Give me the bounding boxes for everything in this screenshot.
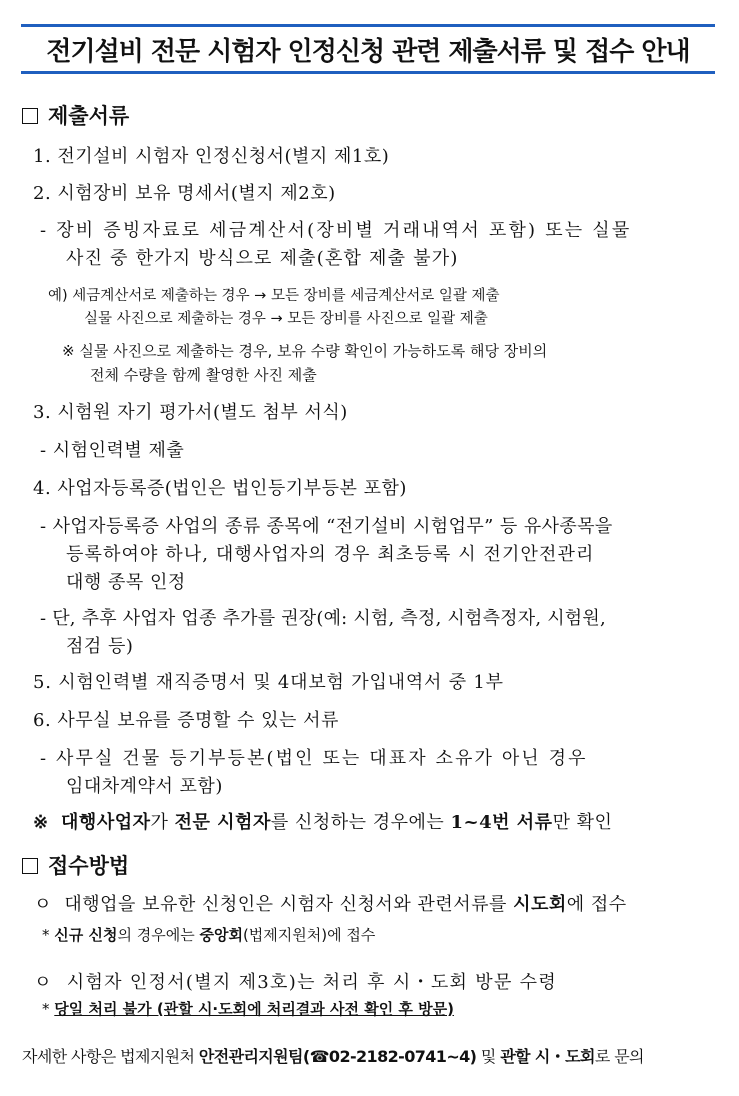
agency-note-bold-tester: 전문 시험자 (174, 812, 271, 833)
doc-item-6-sub-line2: 임대차계약서 포함) (66, 776, 223, 797)
page-title: 전기설비 전문 시험자 인정신청 관련 제출서류 및 접수 안내 (46, 36, 690, 67)
doc-item-6-sub-line1: - 사무실 건물 등기부등본(법인 또는 대표자 소유가 아닌 경우 (40, 748, 588, 769)
agency-note-bold-docs: 1~4번 서류 (450, 812, 553, 833)
photo-note-line1: ※ 실물 사진으로 제출하는 경우, 보유 수량 확인이 가능하도록 해당 장비의 (62, 342, 548, 360)
example-line1: 예) 세금계산서로 제출하는 경우 → 모든 장비를 세금계산서로 일괄 제출 (48, 288, 500, 304)
page-title-box (21, 24, 715, 74)
doc-item-3: 3. 시험원 자기 평가서(별도 첨부 서식) (33, 402, 348, 423)
doc-item-4: 4. 사업자등록증(법인은 법인등기부등본 포함) (33, 478, 407, 499)
submission-point-1-note: * 신규 신청의 경우에는 중앙회(법제지원처)에 접수 (42, 926, 376, 944)
doc-item-4-sub1-line1: - 사업자등록증 사업의 종류 종목에 “전기설비 시험업무” 등 유사종목을 (40, 516, 613, 537)
doc-item-4-sub2-line2: 점검 등) (66, 636, 134, 657)
contact-footer: 자세한 사항은 법제지원처 안전관리지원팀(☎02-2182-0741~4) 및 관할 시・도회로 문의 (22, 1047, 644, 1066)
doc-item-2: 2. 시험장비 보유 명세서(별지 제2호) (33, 183, 336, 204)
section-heading-documents: 제출서류 (22, 100, 129, 130)
contact-team: 안전관리지원팀(☎02-2182-0741~4) (198, 1047, 477, 1066)
doc-item-4-sub2-line1: - 단, 추후 사업자 업종 추가를 권장(예: 시험, 측정, 시험측정자, 시험원, (40, 608, 606, 629)
doc-item-3-sub: - 시험인력별 제출 (40, 440, 185, 461)
doc-item-4-sub1-line2: 등록하여야 하나, 대행사업자의 경우 최초등록 시 전기안전관리 (66, 544, 595, 565)
photo-note-line2: 전체 수량을 함께 촬영한 사진 제출 (90, 366, 317, 384)
section-heading-submission: 접수방법 (22, 850, 129, 880)
submission-point-2-note: * 당일 처리 불가 (관할 시·도회에 처리결과 사전 확인 후 방문) (42, 1000, 454, 1018)
checkbox-square-icon (22, 858, 38, 874)
agency-note: ※ 대행사업자가 전문 시험자를 신청하는 경우에는 1~4번 서류만 확인 (33, 812, 613, 833)
doc-item-1: 1. 전기설비 시험자 인정신청서(별지 제1호) (33, 146, 390, 167)
agency-note-bold-agency: 대행사업자 (61, 812, 151, 833)
doc-item-2-sub-line2: 사진 중 한가지 방식으로 제출(혼합 제출 불가) (66, 248, 459, 269)
doc-item-4-sub1-line3: 대행 종목 인정 (66, 572, 186, 593)
checkbox-square-icon (22, 108, 38, 124)
doc-item-6: 6. 사무실 보유를 증명할 수 있는 서류 (33, 710, 339, 731)
submission-point-1-bold: 시도회 (513, 894, 567, 915)
submission-point-2: ㅇ 시험자 인정서(별지 제3호)는 처리 후 시・도회 방문 수령 (34, 972, 558, 993)
submission-point-1: ㅇ 대행업을 보유한 신청인은 시험자 신청서와 관련서류를 시도회에 접수 (34, 894, 627, 915)
contact-regional: 관할 시・도회 (500, 1047, 595, 1066)
doc-item-2-sub-line1: - 장비 증빙자료로 세금계산서(장비별 거래내역서 포함) 또는 실물 (40, 220, 632, 241)
example-line2: 실물 사진으로 제출하는 경우 → 모든 장비를 사진으로 일괄 제출 (84, 311, 488, 327)
doc-item-5: 5. 시험인력별 재직증명서 및 4대보험 가입내역서 중 1부 (33, 672, 504, 693)
same-day-unavailable-note: 당일 처리 불가 (관할 시·도회에 처리결과 사전 확인 후 방문) (54, 1000, 454, 1018)
